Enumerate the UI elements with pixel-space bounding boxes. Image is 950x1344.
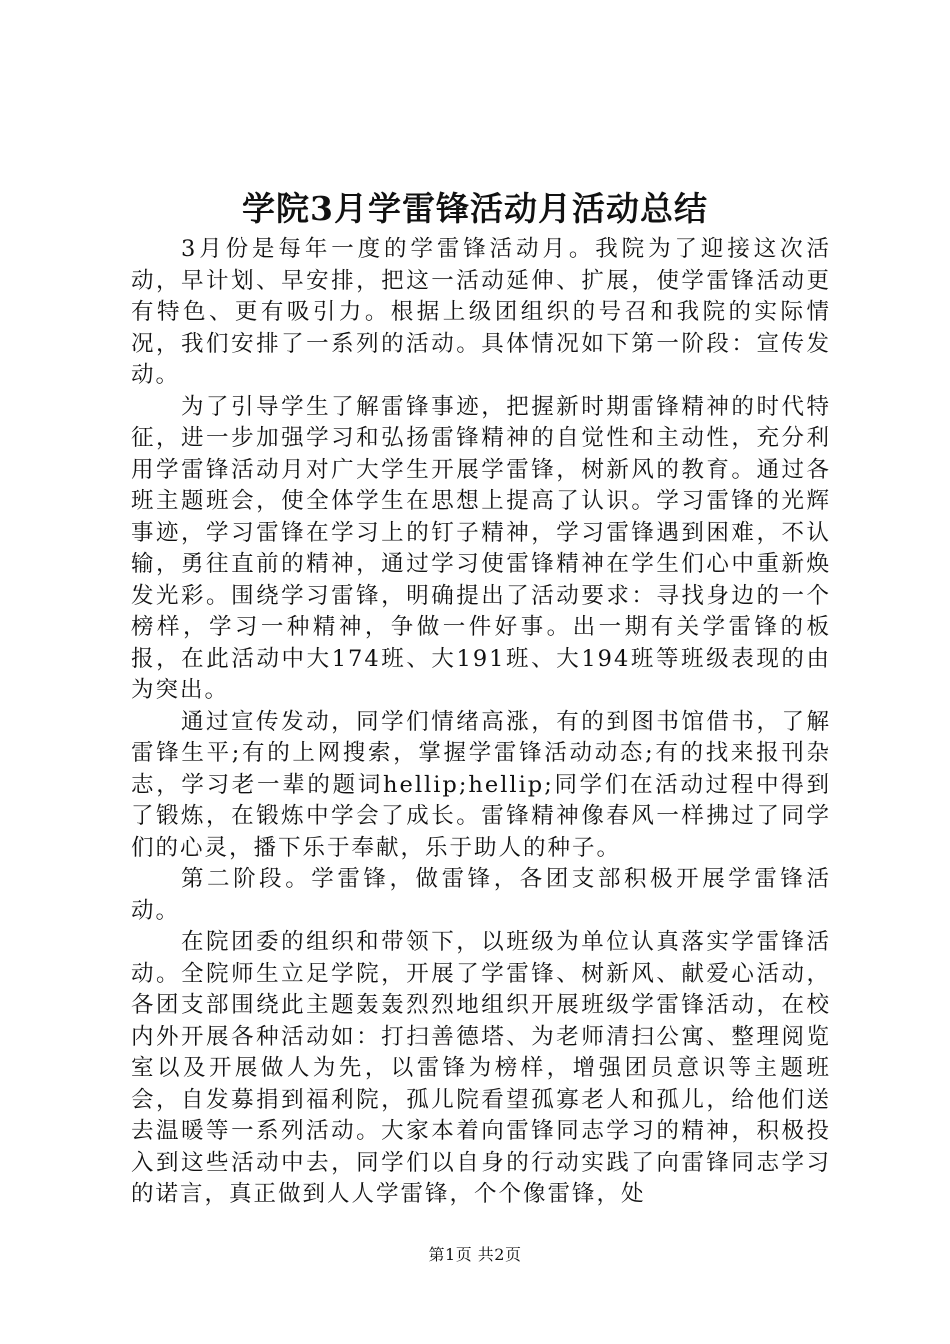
paragraph: 3月份是每年一度的学雷锋活动月。我院为了迎接这次活动，早计划、早安排，把这一活动延伸、扩展，使学雷锋活动更有特色、更有吸引力。根据上级团组织的号召和我院的实际情况，我们安排了一系列的活动。具体情况如下第一阶段：宣传发动。 xyxy=(131,236,831,388)
document-title: 学院3月学雷锋活动月活动总结 xyxy=(242,189,708,228)
page-footer: 第1页 共2页 xyxy=(428,1245,522,1264)
paragraph: 第二阶段。学雷锋，做雷锋，各团支部积极开展学雷锋活动。 xyxy=(131,866,831,924)
document-body xyxy=(131,234,831,1211)
paragraph: 在院团委的组织和带领下，以班级为单位认真落实学雷锋活动。全院师生立足学院，开展了学雷锋、树新风、献爱心活动，各团支部围绕此主题轰轰烈烈地组织开展班级学雷锋活动，在校内外开展各种活动如：打扫善德塔、为老师清扫公寓、整理阅览室以及开展做人为先，以雷锋为榜样，增强团员意识等主题班会，自发募捐到福利院，孤儿院看望孤寡老人和孤儿，给他们送去温暖等一系列活动。大家本着向雷锋同志学习的精神，积极投入到这些活动中去，同学们以自身的行动实践了向雷锋同志学习的诺言，真正做到人人学雷锋，个个像雷锋，处 xyxy=(131,929,831,1207)
paragraph: 为了引导学生了解雷锋事迹，把握新时期雷锋精神的时代特征，进一步加强学习和弘扬雷锋精神的自觉性和主动性，充分利用学雷锋活动月对广大学生开展学雷锋，树新风的教育。通过各班主题班会，使全体学生在思想上提高了认识。学习雷锋的光辉事迹，学习雷锋在学习上的钉子精神，学习雷锋遇到困难，不认输，勇往直前的精神，通过学习使雷锋精神在学生们心中重新焕发光彩。围绕学习雷锋，明确提出了活动要求：寻找身边的一个榜样，学习一种精神，争做一件好事。出一期有关学雷锋的板报，在此活动中大174班、大191班、大194班等班级表现的由为突出。 xyxy=(131,393,831,703)
paragraph: 通过宣传发动，同学们情绪高涨，有的到图书馆借书，了解雷锋生平;有的上网搜索，掌握学雷锋活动动态;有的找来报刊杂志，学习老一辈的题词hellip;hellip;同学们在活动过程中得到了锻炼，在锻炼中学会了成长。雷锋精神像春风一样拂过了同学们的心灵，播下乐于奉献，乐于助人的种子。 xyxy=(131,708,831,861)
